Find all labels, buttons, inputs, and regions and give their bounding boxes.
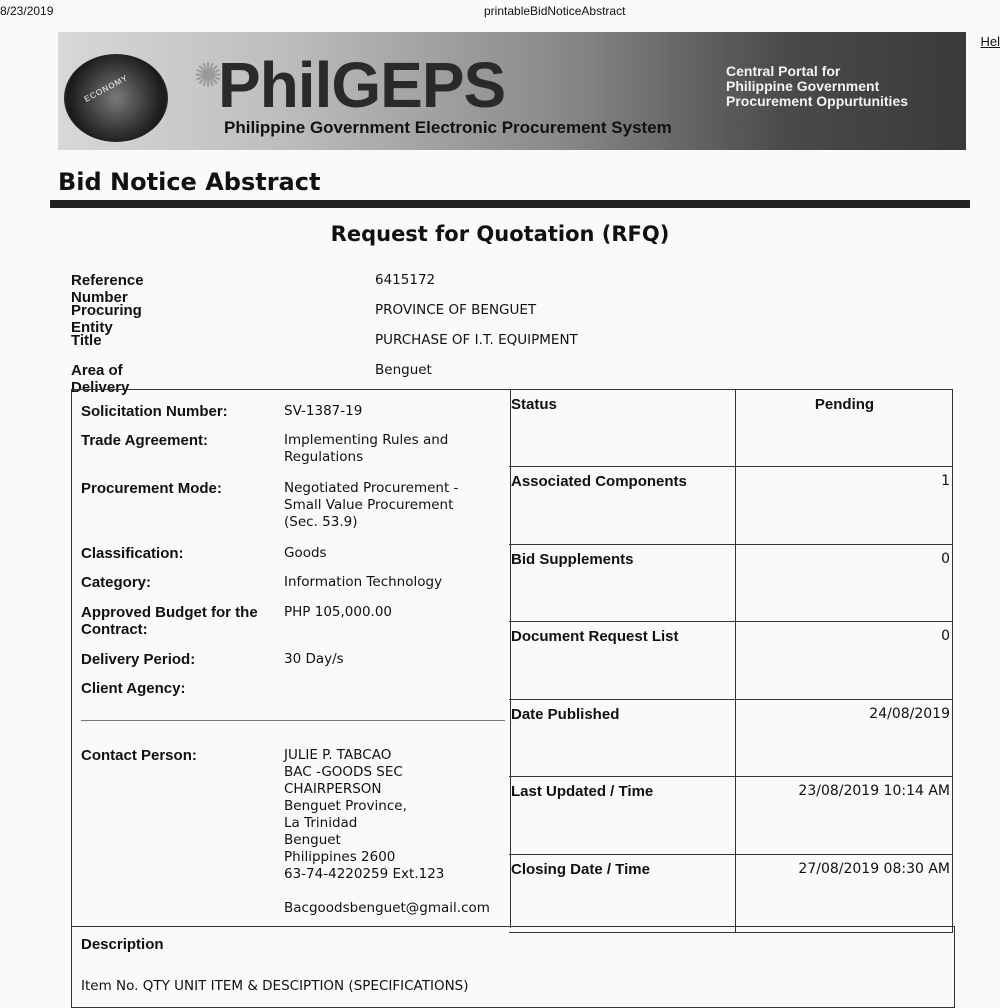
page-title: Bid Notice Abstract [58,168,321,196]
category-value: Information Technology [284,574,443,590]
contact-line: Philippines 2600 [284,849,396,865]
status-row [509,700,953,777]
delivery-period-label: Delivery Period: [81,651,196,668]
contact-line: JULIE P. TABCAO [284,747,392,763]
contact-person-label: Contact Person: [81,747,197,764]
procurement-mode-label: Procurement Mode: [81,480,222,497]
help-link[interactable]: Hel [980,34,1000,49]
description-panel [71,926,955,1008]
status-value: Pending [814,396,875,413]
closing-date-value: 27/08/2019 08:30 AM [798,861,950,877]
reference-number-label: Reference Number [71,272,144,306]
bid-supplements-label: Bid Supplements [511,551,634,568]
status-row [509,390,953,467]
delivery-period-value: 30 Day/s [284,651,344,667]
reference-number-value: 6415172 [375,272,436,288]
status-table [509,389,953,933]
document-request-list-label: Document Request List [511,628,679,645]
philgeps-banner [58,32,966,150]
contact-line: Benguet [284,832,341,848]
print-header [0,0,1000,22]
classification-value: Goods [284,545,327,561]
section-divider [81,720,505,721]
bid-supplements-value: 0 [941,551,950,567]
portal-line: Central Portal for [726,63,841,79]
date-published-value: 24/08/2019 [869,706,950,722]
contact-line: La Trinidad [284,815,358,831]
associated-components-value: 1 [941,473,950,489]
document-request-list-value: 0 [941,628,950,644]
procurement-mode-value: Negotiated Procurement - Small Value Procurement (Sec. 53.9) [284,480,459,530]
portal-tagline [726,64,962,109]
approved-budget-label: Approved Budget for the Contract: [81,604,258,638]
cell-divider [735,855,736,932]
portal-line: Procurement Oppurtunities [726,93,909,109]
associated-components-label: Associated Components [511,473,687,490]
contact-email[interactable]: Bacgoodsbenguet@gmail.com [284,900,490,916]
category-label: Category: [81,574,152,591]
print-date: 8/23/2019 [0,4,54,18]
sun-icon: ✺ [194,56,223,96]
philgeps-logo: PhilGEPS [218,49,506,121]
area-of-delivery-label: Area of Delivery [71,362,130,396]
trade-agreement-value: Implementing Rules and Regulations [284,432,449,465]
contact-line: BAC -GOODS SEC [284,764,403,780]
closing-date-label: Closing Date / Time [511,861,650,878]
title-value: PURCHASE OF I.T. EQUIPMENT [375,332,578,348]
status-row [509,777,953,855]
solicitation-number-value: SV-1387-19 [284,403,363,419]
solicitation-number-label: Solicitation Number: [81,403,228,420]
area-of-delivery-value: Benguet [375,362,432,378]
status-row [509,855,953,933]
cell-divider [735,545,736,621]
trade-agreement-label: Trade Agreement: [81,432,208,449]
philgeps-subtitle: Philippine Government Electronic Procurement System [224,118,672,137]
cell-divider [735,777,736,854]
approved-budget-value: PHP 105,000.00 [284,604,393,620]
description-text: Item No. QTY UNIT ITEM & DESCIPTION (SPECIFICATIONS) [81,978,469,994]
contact-person-value [284,747,524,917]
cell-divider [735,390,736,466]
status-row [509,467,953,545]
last-updated-value: 23/08/2019 10:14 AM [798,783,950,799]
procuring-entity-value: PROVINCE OF BENGUET [375,302,537,318]
date-published-label: Date Published [511,706,620,723]
economy-seal-icon [64,54,168,142]
description-title: Description [81,936,164,953]
title-divider [50,200,970,208]
details-panel [71,389,511,928]
portal-line: Philippine Government [726,78,880,94]
last-updated-label: Last Updated / Time [511,783,654,800]
status-label: Status [511,396,557,413]
classification-label: Classification: [81,545,184,562]
rfq-heading: Request for Quotation (RFQ) [330,222,670,246]
seal-text: ECONOMY [82,73,130,104]
status-row [509,545,953,622]
client-agency-label: Client Agency: [81,680,186,697]
status-row [509,622,953,700]
procuring-entity-label: Procuring Entity [71,302,142,336]
contact-line: 63-74-4220259 Ext.123 [284,866,445,882]
print-page-title: printableBidNoticeAbstract [484,4,626,18]
title-label: Title [71,332,102,349]
cell-divider [735,700,736,776]
cell-divider [735,622,736,699]
cell-divider [735,467,736,544]
contact-line: Benguet Province, [284,798,407,814]
contact-line: CHAIRPERSON [284,781,382,797]
